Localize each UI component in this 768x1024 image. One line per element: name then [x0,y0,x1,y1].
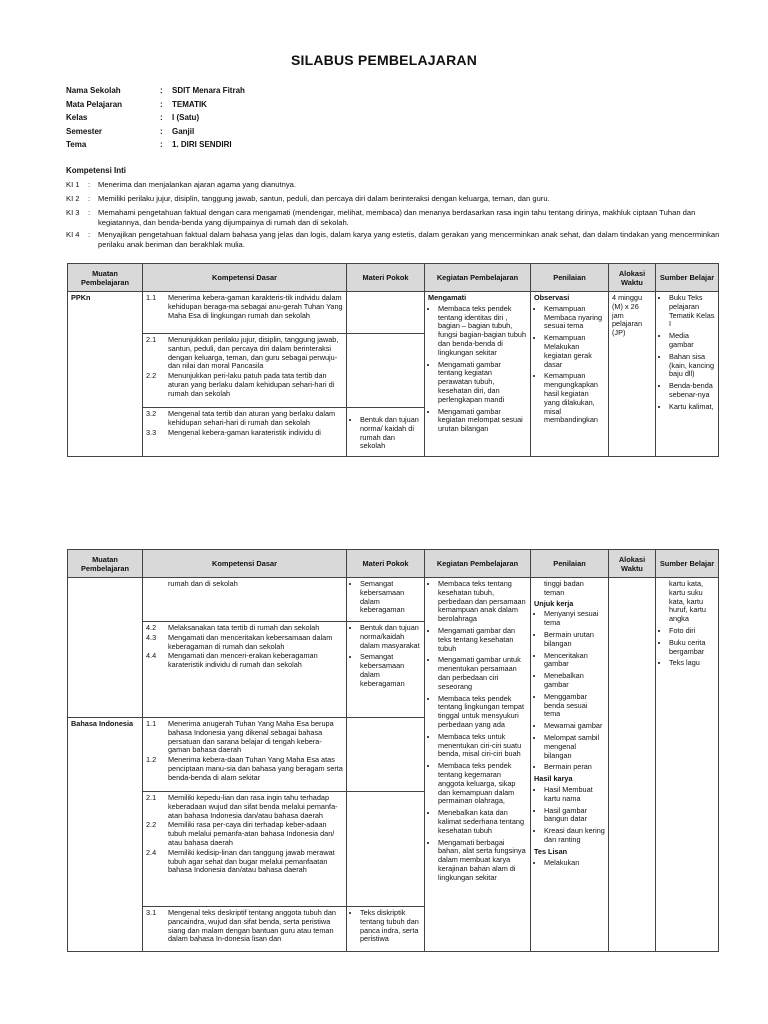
penilaian-item: • Kreasi daun kering dan ranting [544,827,605,845]
penilaian-item: • Melompat sambil mengenal bilangan [544,734,605,760]
info-row [66,138,245,152]
info-colon: : [160,86,163,96]
info-row [66,84,245,98]
kd-cell [143,718,347,792]
header-sumber: Sumber Belajar [656,264,719,292]
penilaian-item: • Bermain urutan bilangan [544,631,605,649]
kegiatan-item: • Membaca teks pendek tentang kegemaran anggota keluarga, sikap dan kemampuan dalam permainan olahraga, [438,762,527,806]
muatan-cell [68,292,143,457]
ki-number: KI 4 [66,230,80,239]
kd-cell [143,792,347,907]
penilaian-item: • Hasil Membuat kartu nama [544,786,605,804]
info-colon: : [160,140,163,150]
penilaian-item: • Bermain peran [544,763,605,772]
info-row [66,111,245,125]
kd-number: 3.3 [146,427,157,437]
info-value: I (Satu) [172,113,200,123]
muatan-label: PPKn [71,293,91,302]
info-row [66,98,245,112]
ki-number: KI 2 [66,194,80,203]
kegiatan-cell [425,578,531,952]
muatan-cell [68,718,143,952]
materi-item: • Semangat kebersamaan dalam keberagaman [360,653,421,688]
info-value: Ganjil [172,126,195,136]
kegiatan-item: • Mengamati gambar tentang kegiatan perawatan tubuh, kesehatan diri, dan perlengkapan mandi [438,361,527,405]
penilaian-item: • Menggambar benda sesuai tema [544,693,605,719]
penilaian-label: Hasil karya [534,774,573,784]
materi-item: • Bentuk dan tujuan norma/kaidah dalam masyarakat [360,624,421,650]
header-muatan: Muatan Pembelajaran [68,264,143,292]
ki-item [66,230,722,249]
ki-text: Menyajikan pengetahuan faktual dalam bahasa yang jelas dan logis, dalam karya yang estetis, dalam gerakan yang mencerminkan anak sehat, dan dalam tindakan yang mencerminkan perilaku anak beriman dan berakhlak mulia. [98,230,720,249]
materi-cell [347,718,425,792]
materi-cell [347,334,425,408]
alokasi-cell [609,578,656,952]
materi-cell [347,578,425,622]
kd-number: 1.1 [146,293,157,302]
ki-colon: : [88,180,91,189]
header-penilaian: Penilaian [531,550,609,578]
info-key: Kelas [66,113,88,123]
ki-colon: : [88,208,91,217]
sumber-item: • Kartu kalimat, [669,403,715,412]
kegiatan-item: • Mengamati gambar kegiatan melompat sesuai urutan bilangan [438,408,527,434]
muatan-label: Bahasa Indonesia [71,719,134,728]
header-materi-pokok: Materi Pokok [347,550,425,578]
materi-cell [347,622,425,718]
penilaian-item: • Mewarnai gambar [544,722,605,731]
kd-text: Memiliki rasa per-caya diri terhadap keber-adaan tubuh melalui pemanfa-atan bahasa Indonesia dan/ atau bahasa daerah [168,820,335,847]
document-title: SILABUS PEMBELAJARAN [290,52,477,68]
info-colon: : [160,99,163,109]
kd-number: 2.4 [146,847,157,857]
ki-heading: Kompetensi Inti [66,166,127,175]
kd-text: Menerima kebera-daan Tuhan Yang Maha Esa atas penciptaan manu-sia dan bahasa yang beragam serta benda-benda di alam sekitar [168,755,343,782]
kegiatan-item: • Mengamati gambar dan teks tentang kesehatan tubuh [438,627,527,653]
info-key: Semester [66,126,103,136]
info-key: Tema [66,140,87,150]
kd-number: 4.2 [146,623,157,632]
kd-number: 3.2 [146,409,157,418]
kd-text: Mengamati dan menceri-erakan keberagaman karateristik individu di rumah dan sekolah [168,651,318,670]
penilaian-cell [531,292,609,457]
info-key: Mata Pelajaran [66,99,123,109]
kegiatan-item: • Membaca teks tentang kesehatan tubuh, perbedaan dan persamaan kemampuan anak dalam berolahraga [438,580,527,624]
kd-number: 4.3 [146,632,157,642]
kegiatan-cell [425,292,531,457]
table-header-row [68,264,719,292]
kd-text: Mengenal teks deskriptif tentang anggota tubuh dan pancaindra, wujud dan sifat benda, serta peristiwa siang dan malam dengan bantuan guru atau teman dalam bahasa In-donesia lisan dan [168,908,336,944]
kegiatan-item: • Mengamati gambar untuk menentukan persamaan dan perbedaan ciri seseorang [438,656,527,691]
kegiatan-item: • Membaca teks pendek tentang identitas diri , bagian – bagian tubuh, fungsi bagian-bagian tubuh dan benda-benda di lingkungan sekitar [438,305,527,358]
materi-item: • Semangat kebersamaan dalam keberagaman [360,580,421,615]
sumber-item: • Media gambar [669,332,715,350]
kd-text: Menunjukkan perilaku jujur, disiplin, tanggung jawab, santun, peduli, dan percaya diri dalam berinteraksi dengan keluarga, teman, dan guru sebagai perwuju-dan nilai dan moral Pancasila [168,335,339,371]
kd-text: Mengamati dan menceritakan kebersamaan dalam keberagaman di rumah dan sekolah [168,632,333,651]
header-penilaian: Penilaian [531,264,609,292]
info-key: Nama Sekolah [66,86,121,96]
materi-cell [347,907,425,952]
kd-cell [143,292,347,334]
ki-text: Memahami pengetahuan faktual dengan cara mengamati (mendengar, melihat, membaca) dan menanya berdasarkan rasa ingin tahu tentang dirinya, makhluk ciptaan Tuhan dan kegiatannya, dan benda-benda yang dijumpainya di rumah dan di sekolah. [98,208,696,227]
sumber-item: • Foto diri [669,627,715,636]
muatan-cell [68,578,143,718]
penilaian-item: • Kemampuan Membaca nyaring sesuai tema [544,305,605,331]
penilaian-label: Tes Lisan [534,846,568,856]
header-kompetensi-dasar: Kompetensi Dasar [143,264,347,292]
kd-number [146,580,168,589]
materi-item: • Bentuk dan tujuan norma/ kaidah di rumah dan sekolah [360,416,421,451]
materi-cell [347,292,425,334]
info-colon: : [160,113,163,123]
kd-number: 2.1 [146,335,157,344]
kd-cell [143,334,347,408]
penilaian-label: Unjuk kerja [534,598,574,608]
kd-text: Menerima kebera-gaman karakteris-tik individu dalam kehidupan beraga-ma sebagai anu-gerah Tuhan Yang Maha Esa di lingkungan rumah dan sekolah [168,293,343,320]
kd-number: 2.1 [146,793,157,802]
kegiatan-item: • Membaca teks untuk menentukan ciri-ciri suatu benda, misal ciri-ciri buah [438,733,527,759]
info-value: SDIT Menara Fitrah [172,86,245,96]
kd-cell [143,622,347,718]
ki-number: KI 1 [66,180,80,189]
materi-cell [347,408,425,457]
ki-text: Menerima dan menjalankan ajaran agama yang dianutnya. [98,180,296,189]
kd-number: 3.1 [146,908,157,917]
info-row [66,125,245,139]
kd-text: Memiliki kedisip-linan dan tanggung jawab merawat tubuh agar sehat dan bugar melalui pemanfaatan bahasa Indonesia dan/atau bahasa daerah [168,847,335,875]
sumber-cell [656,578,719,952]
kd-number: 2.2 [146,371,157,381]
penilaian-label: Observasi [534,293,570,302]
penilaian-item: • Menceritakan gambar [544,652,605,670]
penilaian-cell [531,578,609,952]
kegiatan-label: Mengamati [428,293,467,302]
syllabus-table-2 [67,549,719,952]
kd-text: Mengenal kebera-gaman karateristik individu di [168,427,321,437]
penilaian-item: • Hasil gambar bangun datar [544,807,605,825]
kegiatan-item: • Menebalkan kata dan kalimat sederhana tentang kesehatan tubuh [438,809,527,835]
kd-number: 1.1 [146,719,157,728]
alokasi-cell [609,292,656,457]
ki-colon: : [88,194,91,203]
header-materi-pokok: Materi Pokok [347,264,425,292]
syllabus-table-1 [67,263,719,457]
penilaian-item: • Kemampuan Melakukan kegiatan gerak dasar [544,334,605,369]
ki-item [66,208,722,227]
kd-cell [143,907,347,952]
sumber-item: • Buku cerita bergambar [669,639,715,657]
kd-cell [143,578,347,622]
info-value: TEMATIK [172,99,207,109]
ki-text: Memiliki perilaku jujur, disiplin, tanggung jawab, santun, peduli, dan percaya diri dalam berinteraksi dengan keluarga, teman, dan guru. [98,194,550,203]
penilaian-item: • Melakukan [544,859,605,868]
kd-text: Menunjukkan peri-laku patuh pada tata tertib dan aturan yang berlaku dalam kehidupan sehari-hari di rumah dan sekolah [168,371,335,398]
table-header-row [68,550,719,578]
header-sumber: Sumber Belajar [656,550,719,578]
penilaian-item: • Menebalkan gambar [544,672,605,690]
materi-item: • Teks diskriptik tentang tubuh dan panca indra, serta peristiwa [360,909,421,944]
header-alokasi: Alokasi Waktu [609,264,656,292]
sumber-text: kartu kata, kartu suku kata, kartu huruf, kartu angka [669,579,706,624]
kd-text: Menerima anugerah Tuhan Yang Maha Esa berupa bahasa Indonesia yang dikenal sebagai bahasa persatuan dan sarana belajar di tengah kebera-gaman bahasa daerah [168,719,334,755]
ki-item [66,194,722,204]
kd-text: Memiliki kepedu-lian dan rasa ingin tahu terhadap keberadaan wujud dan sifat benda melalui pemanfa-atan bahasa Indonesia dan/atau bahasa daerah [168,793,338,820]
table-row [68,578,719,622]
header-kegiatan: Kegiatan Pembelajaran [425,264,531,292]
penilaian-item: • Kemampuan mengungkapkan hasil kegiatan yang dilakukan, misal membandingkan [544,372,605,425]
kd-number: 4.4 [146,651,157,661]
kd-text: Melaksanakan tata tertib di rumah dan sekolah [168,623,320,632]
kegiatan-item: • Mengamati berbagai bahan, alat serta fungsinya dalam membuat karya kerajinan bahan alam di lingkungan sekitar [438,839,527,883]
kd-text: Mengenal tata tertib dan aturan yang berlaku dalam kehidupan sehari-hari di rumah dan sekolah [168,409,336,427]
kd-text: rumah dan di sekolah [168,579,238,588]
header-muatan: Muatan Pembelajaran [68,550,143,578]
kd-number: 2.2 [146,820,157,830]
sumber-item: • Buku Teks pelajaran Tematik Kelas I [669,294,715,329]
table-row [68,292,719,334]
alokasi-text: 4 minggu (M) x 26 jam pelajaran (JP) [612,293,643,338]
materi-cell [347,792,425,907]
header-alokasi: Alokasi Waktu [609,550,656,578]
ki-colon: : [88,230,91,239]
ki-item [66,180,722,190]
penilaian-text: tinggi badan teman [544,579,584,597]
info-value: 1. DIRI SENDIRI [172,140,232,150]
sumber-cell [656,292,719,457]
sumber-item: • Benda-benda sebenar-nya [669,382,715,400]
info-colon: : [160,126,163,136]
sumber-item: • Teks lagu [669,659,715,668]
kegiatan-item: • Membaca teks pendek tentang lingkungan tempat tinggal untuk mensyukuri perbedaan yang ada [438,695,527,730]
sumber-item: • Bahan sisa (kain, kancing baju dll) [669,353,715,379]
school-info [66,84,245,152]
ki-number: KI 3 [66,208,80,217]
kd-number: 1.2 [146,755,157,765]
penilaian-item: • Menyanyi sesuai tema [544,610,605,628]
header-kompetensi-dasar: Kompetensi Dasar [143,550,347,578]
header-kegiatan: Kegiatan Pembelajaran [425,550,531,578]
kd-cell [143,408,347,457]
